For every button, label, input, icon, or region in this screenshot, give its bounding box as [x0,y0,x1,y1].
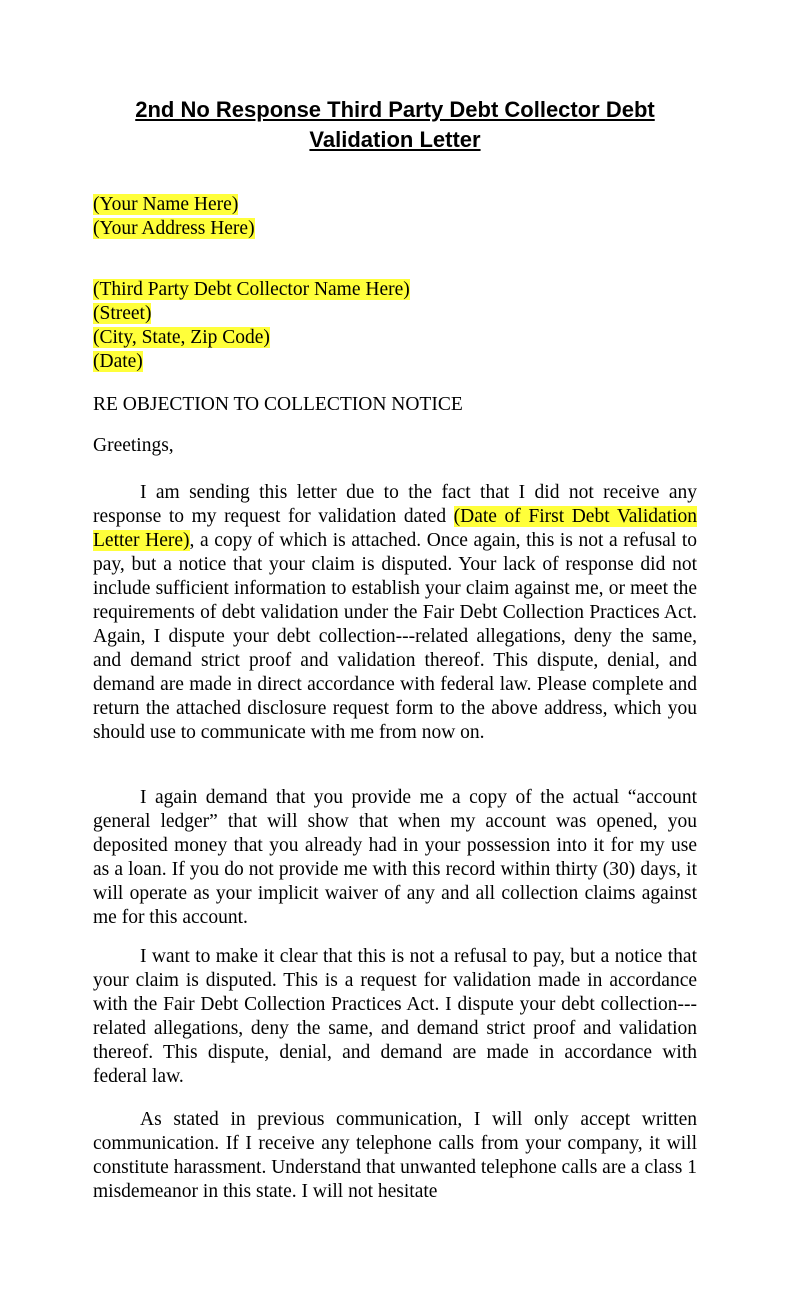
sender-address: (Your Address Here) [93,218,255,239]
paragraph-1-before: I am sending this letter due to the fact that I did not receive any response to my request for validation dated [93,482,697,527]
paragraph-2 [93,786,697,930]
greeting: Greetings, [93,435,174,456]
paragraph-3-text: I want to make it clear that this is not a refusal to pay, but a notice that your claim is disputed. This is a request for validation made in accordance with the Fair Debt Collection Practices Act. I dispute your debt collection---related allegations, deny the same, and demand strict proof and validation thereof. This dispute, denial, and demand are made in accordance with federal law. [93,946,697,1087]
paragraph-1-highlight: (Date of First Debt Validation Letter Here) [93,506,698,551]
recipient-block [93,278,697,374]
paragraph-4-text: As stated in previous communication, I will only accept written communication. If I receive any telephone calls from your company, it will constitute harassment. Understand that unwanted telephone calls are a class 1 misdemeanor in this state. I will not hesitate [93,1109,697,1202]
title-line-2: Validation Letter [309,127,481,152]
subject-line: RE OBJECTION TO COLLECTION NOTICE [93,394,463,415]
letter-date: (Date) [93,351,143,372]
paragraph-4 [93,1108,697,1204]
paragraph-1 [93,481,697,745]
letter-title [93,95,697,155]
sender-block [93,193,697,241]
recipient-name: (Third Party Debt Collector Name Here) [93,279,410,300]
paragraph-1-after: , a copy of which is attached. Once again, this is not a refusal to pay, but a notice that your claim is disputed. Your lack of response did not include sufficient information to establish your claim against me, or meet the requirements of debt validation under the Fair Debt Collection Practices Act. Again, I dispute your debt collection---related allegations, deny the same, and demand strict proof and validation thereof. This dispute, denial, and demand are made in direct accordance with federal law. Please complete and return the attached disclosure request form to the above address, which you should use to communicate with me from now on. [93,530,697,743]
paragraph-3 [93,945,697,1089]
paragraph-2-text: I again demand that you provide me a copy of the actual “account general ledger” that will show that when my account was opened, you deposited money that you already had in your possession into it for my use as a loan. If you do not provide me with this record within thirty (30) days, it will operate as your implicit waiver of any and all collection claims against me for this account. [93,787,697,928]
recipient-street: (Street) [93,303,152,324]
recipient-city: (City, State, Zip Code) [93,327,270,348]
sender-name: (Your Name Here) [93,194,239,215]
title-line-1: 2nd No Response Third Party Debt Collector Debt [135,97,655,122]
